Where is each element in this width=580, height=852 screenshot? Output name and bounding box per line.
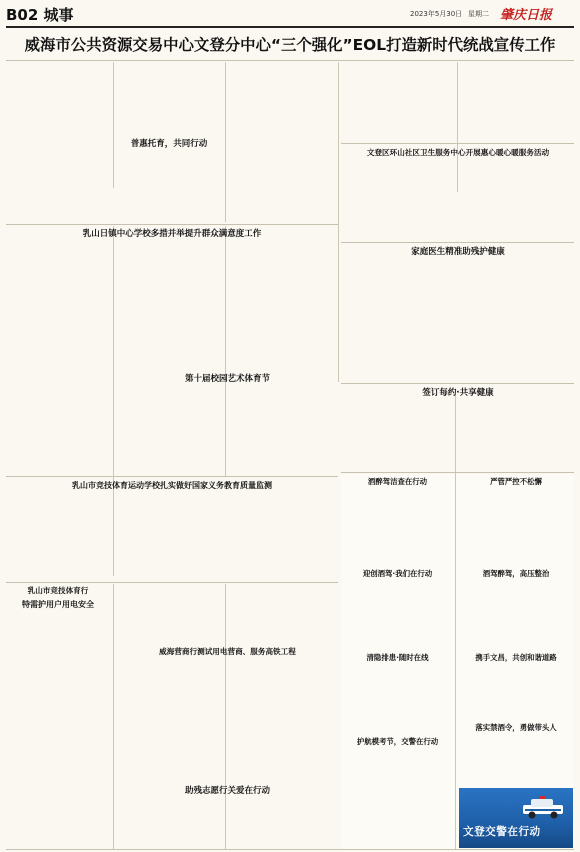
article-title: 乳山市竞技体育行 <box>27 586 89 595</box>
text-block <box>6 495 110 581</box>
police-car-icon <box>519 796 569 820</box>
issue-weekday: 星期二 <box>468 10 489 18</box>
sidebar-title: 落实禁酒令，勇做带头人 <box>475 723 557 732</box>
text-block <box>6 614 110 848</box>
masthead <box>0 0 580 26</box>
text-block <box>229 243 334 371</box>
text-block <box>229 495 334 581</box>
sidebar-title: 严管严控不松懈 <box>490 477 542 486</box>
text-block <box>342 762 453 848</box>
text-block <box>6 243 110 473</box>
sidebar-title: 酒驾醉驾，高压整治 <box>482 569 550 578</box>
text-block <box>459 735 573 785</box>
sidebar-panel <box>341 474 574 850</box>
text-block <box>117 388 221 474</box>
sidebar-title: 迎创酒驾·我们在行动 <box>362 569 433 578</box>
text-block <box>117 661 221 783</box>
text-block <box>342 63 453 143</box>
article-title: 家庭医生精准助残护健康 <box>411 247 505 257</box>
text-block <box>229 800 334 848</box>
section-label: B02 城事 <box>6 6 74 24</box>
brand-logo: 肇庆日报 <box>500 8 553 23</box>
text-block <box>229 661 334 783</box>
text-block <box>229 388 334 474</box>
text-block <box>342 402 453 470</box>
text-block <box>229 145 334 220</box>
text-block <box>459 581 573 649</box>
text-block <box>459 489 573 565</box>
sidebar-title: 携手文昌，共创和谐道路 <box>475 653 557 662</box>
sidebar-title: 清隐排患·随时在线 <box>366 653 429 662</box>
text-block <box>342 665 453 733</box>
text-block <box>6 63 110 185</box>
article-title: 第十届校园艺术体育节 <box>184 374 270 384</box>
text-block <box>117 152 221 220</box>
text-block <box>461 262 574 380</box>
article-title: 乳山日镇中心学校多措并举提升群众满意度工作 <box>82 229 262 239</box>
text-block <box>342 162 453 240</box>
lead-headline <box>6 32 574 58</box>
sidebar-title: 酒醉驾洁查在行动 <box>367 477 428 486</box>
text-block <box>459 665 573 719</box>
article-title: 威海营商行测试用电营商、服务高铁工程 <box>159 647 296 656</box>
text-block <box>117 63 221 135</box>
text-block <box>117 585 221 643</box>
text-block <box>342 489 453 565</box>
article-title: 签订每约·共享健康 <box>422 388 494 398</box>
text-block <box>229 63 334 143</box>
article-title: 助残志愿行关爱在行动 <box>184 786 270 796</box>
text-block <box>6 188 110 224</box>
text-block <box>117 800 221 848</box>
article-title: 特需护用户用电安全 <box>22 600 94 609</box>
text-block <box>461 402 574 470</box>
article-title: 文登区环山社区卫生服务中心开展惠心暖心暖服务活动 <box>366 148 550 157</box>
traffic-police-banner <box>459 788 573 848</box>
text-block <box>229 585 334 643</box>
text-block <box>117 243 221 371</box>
text-block <box>461 162 574 240</box>
text-block <box>342 262 453 380</box>
article-title: 普惠托育，共同行动 <box>130 139 208 149</box>
article-title: 乳山市竞技体育运动学校扎实做好国家义务教育质量监测 <box>72 481 272 490</box>
banner-text: 文登交警在行动 <box>463 826 541 838</box>
issue-date: 2023年5月30日 <box>410 10 463 18</box>
text-block <box>117 495 221 581</box>
sidebar-title: 护航模考节，交警在行动 <box>356 737 439 746</box>
lead-title: 威海市公共资源交易中心文登分中心“三个强化”EOL打造新时代统战宣传工作 <box>24 36 556 54</box>
text-block <box>342 581 453 649</box>
